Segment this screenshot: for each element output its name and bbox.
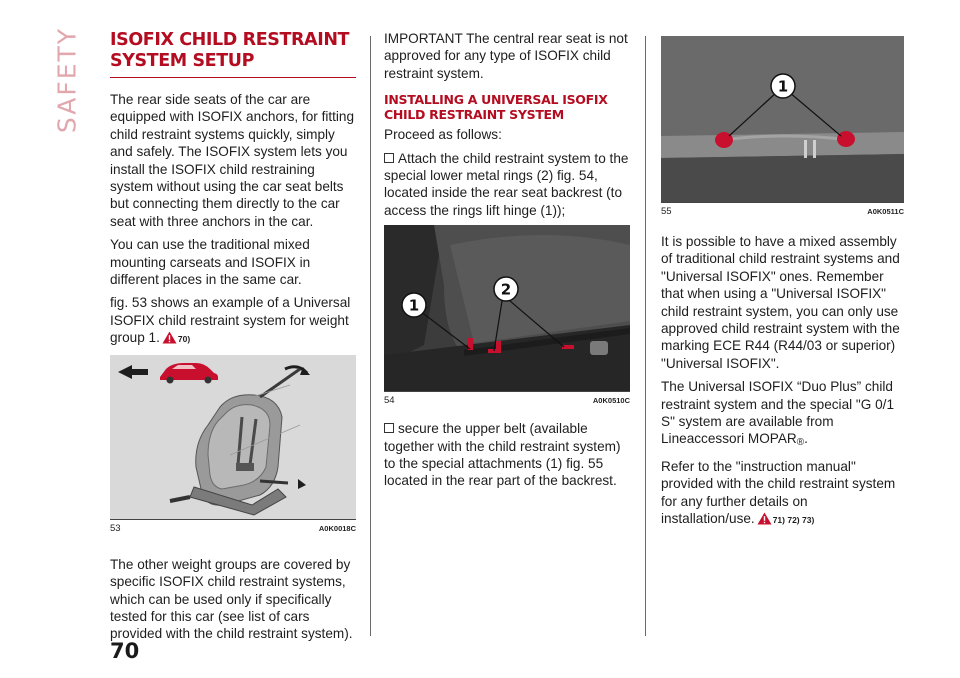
fig53-text: fig. 53 shows an example of a Universal ISOFIX child restraint system for weight group 1.	[110, 295, 351, 346]
figure-code: A0K0511C	[867, 207, 904, 216]
column-divider	[370, 36, 371, 636]
proceed-paragraph: Proceed as follows:	[384, 127, 502, 143]
warning-ref: 70)	[177, 334, 191, 345]
figure-caption	[661, 202, 904, 217]
subsection-title-line2: CHILD RESTRAINT SYSTEM	[384, 107, 564, 123]
figure-53	[110, 355, 356, 534]
section-tab	[50, 26, 84, 134]
figure-number: 55	[661, 206, 672, 217]
isofix-rings-photo	[384, 225, 630, 391]
fig53-paragraph	[110, 294, 356, 348]
intro-paragraph: The rear side seats of the car are equipped with ISOFIX anchors, for fitting child restraint systems quickly, simply and safely. The ISOFIX system lets you install the ISOFIX child restraining system without using the car seat belts but connecting them directly to the car seat with three anchors in the car.	[110, 92, 355, 229]
child-seat-illustration	[110, 355, 356, 519]
callout-2: 2	[500, 280, 512, 299]
important-paragraph: IMPORTANT The central rear seat is not approved for any type of ISOFIX child restraint system.	[384, 31, 628, 81]
mixed-mounting-paragraph: You can use the traditional mixed mounting carseats and ISOFIX in different places in the same car.	[110, 237, 311, 288]
warning-icon	[757, 512, 772, 525]
weight-groups-paragraph: The other weight groups are covered by specific ISOFIX child restraint systems, which can be used only if specifically tested for this car (see list of cars provided with the child restraint system).	[110, 556, 353, 642]
figure-number: 53	[110, 522, 121, 534]
section-title-line2: SYSTEM SETUP	[110, 51, 255, 71]
step-1	[384, 150, 630, 220]
callout-1: 1	[408, 296, 420, 315]
section-title-line1: ISOFIX CHILD RESTRAINT	[110, 30, 350, 50]
subsection-title	[384, 92, 630, 122]
subsection-title-line1: INSTALLING A UNIVERSAL ISOFIX	[384, 92, 608, 108]
column-divider	[645, 36, 646, 636]
step-2-text: secure the upper belt (available together with the child restraint system) to the special attachments (1) fig. 55 located in the rear part of the backrest.	[384, 421, 621, 489]
instruction-manual-paragraph	[661, 458, 904, 530]
registered-mark: ®	[796, 437, 805, 449]
step-1-text: Attach the child restraint system to the special lower metal rings (2) fig. 54, located inside the rear seat backrest (to access the rings lift hinge (1));	[384, 150, 629, 218]
checkbox-bullet-icon	[384, 423, 394, 433]
step-2	[384, 420, 630, 490]
warning-icon	[162, 331, 177, 344]
figure-code: A0K0510C	[592, 396, 630, 406]
figure-caption	[384, 391, 630, 406]
figure-number: 54	[384, 395, 395, 407]
figure-54	[384, 225, 630, 406]
column-2	[384, 30, 630, 496]
figure-caption	[110, 519, 356, 534]
duo-plus-text: The Universal ISOFIX “Duo Plus” child restraint system and the special "G 0/1 S" system are available from Lineaccessori MOPAR	[661, 379, 895, 447]
column-1	[110, 30, 356, 649]
duo-plus-end: .	[804, 431, 808, 447]
figure-55	[661, 36, 904, 217]
checkbox-bullet-icon	[384, 153, 394, 163]
duo-plus-paragraph	[661, 378, 904, 452]
page-number: 70	[110, 639, 140, 663]
section-tab-label: SAFETY	[52, 26, 82, 134]
figure-code: A0K0018C	[318, 523, 356, 533]
top-tether-photo	[661, 36, 904, 202]
section-title	[110, 30, 356, 78]
warning-refs: 71) 72) 73)	[772, 515, 815, 526]
mixed-assembly-paragraph: It is possible to have a mixed assembly of traditional child restraint systems and "Universal ISOFIX" ones. Remember that when using a "Universal ISOFIX" child restraint system, you can only use approved child restraint system with the marking ECE R44 (R44/03 or superior) "Universal ISOFIX".	[661, 234, 900, 371]
instruction-manual-text: Refer to the "instruction manual" provided with the child restraint system for any further details on installation/use.	[661, 458, 896, 527]
column-3	[661, 36, 904, 536]
callout-1: 1	[777, 77, 789, 96]
